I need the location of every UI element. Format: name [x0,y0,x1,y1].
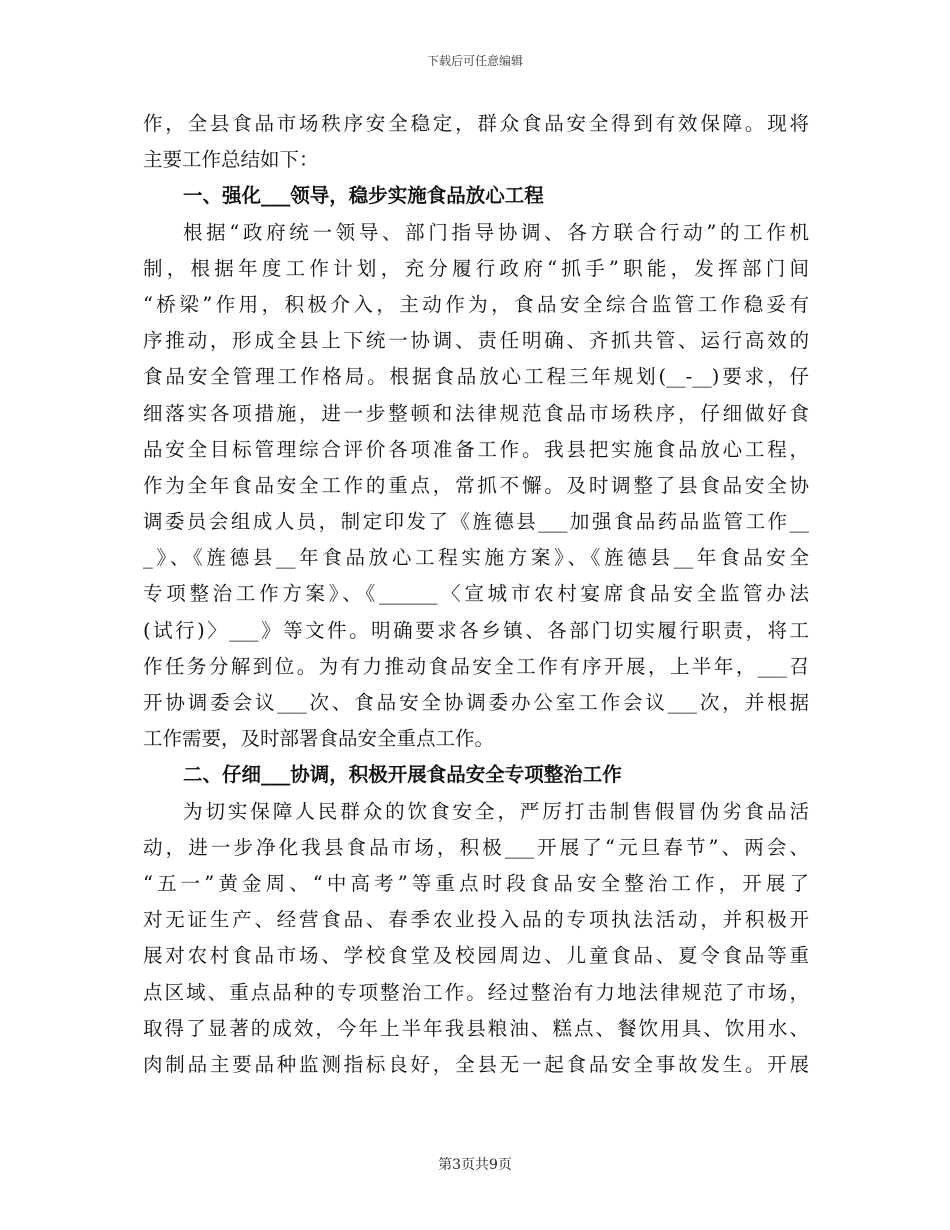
body-line: 根据“政府统一领导、部门指导协调、各方联合行动”的工作机 [183,220,809,244]
body-line: 工作需要，及时部署食品安全重点工作。 [143,727,495,751]
body-line: _》、《旌德县__年食品放心工程实施方案》、《旌德县__年食品安全 [143,546,809,570]
body-line: 食品安全管理工作格局。根据食品放心工程三年规划(__-__)要求，仔 [143,365,809,389]
body-line: 细落实各项措施，进一步整顿和法律规范食品市场秩序，仔细做好食 [143,401,809,425]
page-header: 下载后可任意编辑 [426,54,523,68]
body-line: 调委员会组成人员，制定印发了《旌德县___加强食品药品监管工作__ [143,510,809,534]
body-line: 主要工作总结如下： [143,148,319,172]
body-line: “桥梁”作用，积极介入，主动作为，食品安全综合监管工作稳妥有 [143,292,809,316]
section-heading-2: 二、仔细___协调，积极开展食品安全专项整治工作 [183,763,622,787]
body-line: 作为全年食品安全工作的重点，常抓不懈。及时调整了县食品安全协 [143,473,809,497]
body-line: 对无证生产、经营食品、春季农业投入品的专项执法活动，并积极开 [143,908,809,932]
page-number-footer: 第3页共9页 [438,1157,512,1173]
body-line: 专项整治工作方案》、《______〈宣城市农村宴席食品安全监管办法 [143,582,809,606]
body-line: 序推动，形成全县上下统一协调、责任明确、齐抓共管、运行高效的 [143,329,809,353]
body-line: 制，根据年度工作计划，充分履行政府“抓手”职能，发挥部门间 [143,256,809,280]
body-line: “五一”黄金周、“中高考”等重点时段食品安全整治工作，开展了 [143,871,809,895]
body-line: 为切实保障人民群众的饮食安全，严厉打击制售假冒伪劣食品活 [183,799,809,823]
body-line: 作任务分解到位。为有力推动食品安全工作有序开展，上半年，___召 [143,654,809,678]
body-line: 开协调委会议___次、食品安全协调委办公室工作会议___次，并根据 [143,691,809,714]
body-line: 品安全目标管理综合评价各项准备工作。我县把实施食品放心工程， [143,437,809,461]
document-body [143,106,809,1083]
body-line: 作，全县食品市场秩序安全稳定，群众食品安全得到有效保障。现将 [143,112,809,135]
body-line: (试行)〉___》等文件。明确要求各乡镇、各部门切实履行职责，将工 [143,618,809,642]
section-heading-1: 一、强化___领导，稳步实施食品放心工程 [183,184,544,208]
body-line: 取得了显著的成效，今年上半年我县粮油、糕点、餐饮用具、饮用水、 [143,1016,809,1040]
body-line: 点区域、重点品种的专项整治工作。经过整治有力地法律规范了市场， [143,980,809,1004]
body-line: 展对农村食品市场、学校食堂及校园周边、儿童食品、夏令食品等重 [143,944,809,968]
body-line: 肉制品主要品种监测指标良好，全县无一起食品安全事故发生。开展 [143,1052,809,1076]
body-line: 动，进一步净化我县食品市场，积极___开展了“元旦春节”、两会、 [143,835,809,859]
